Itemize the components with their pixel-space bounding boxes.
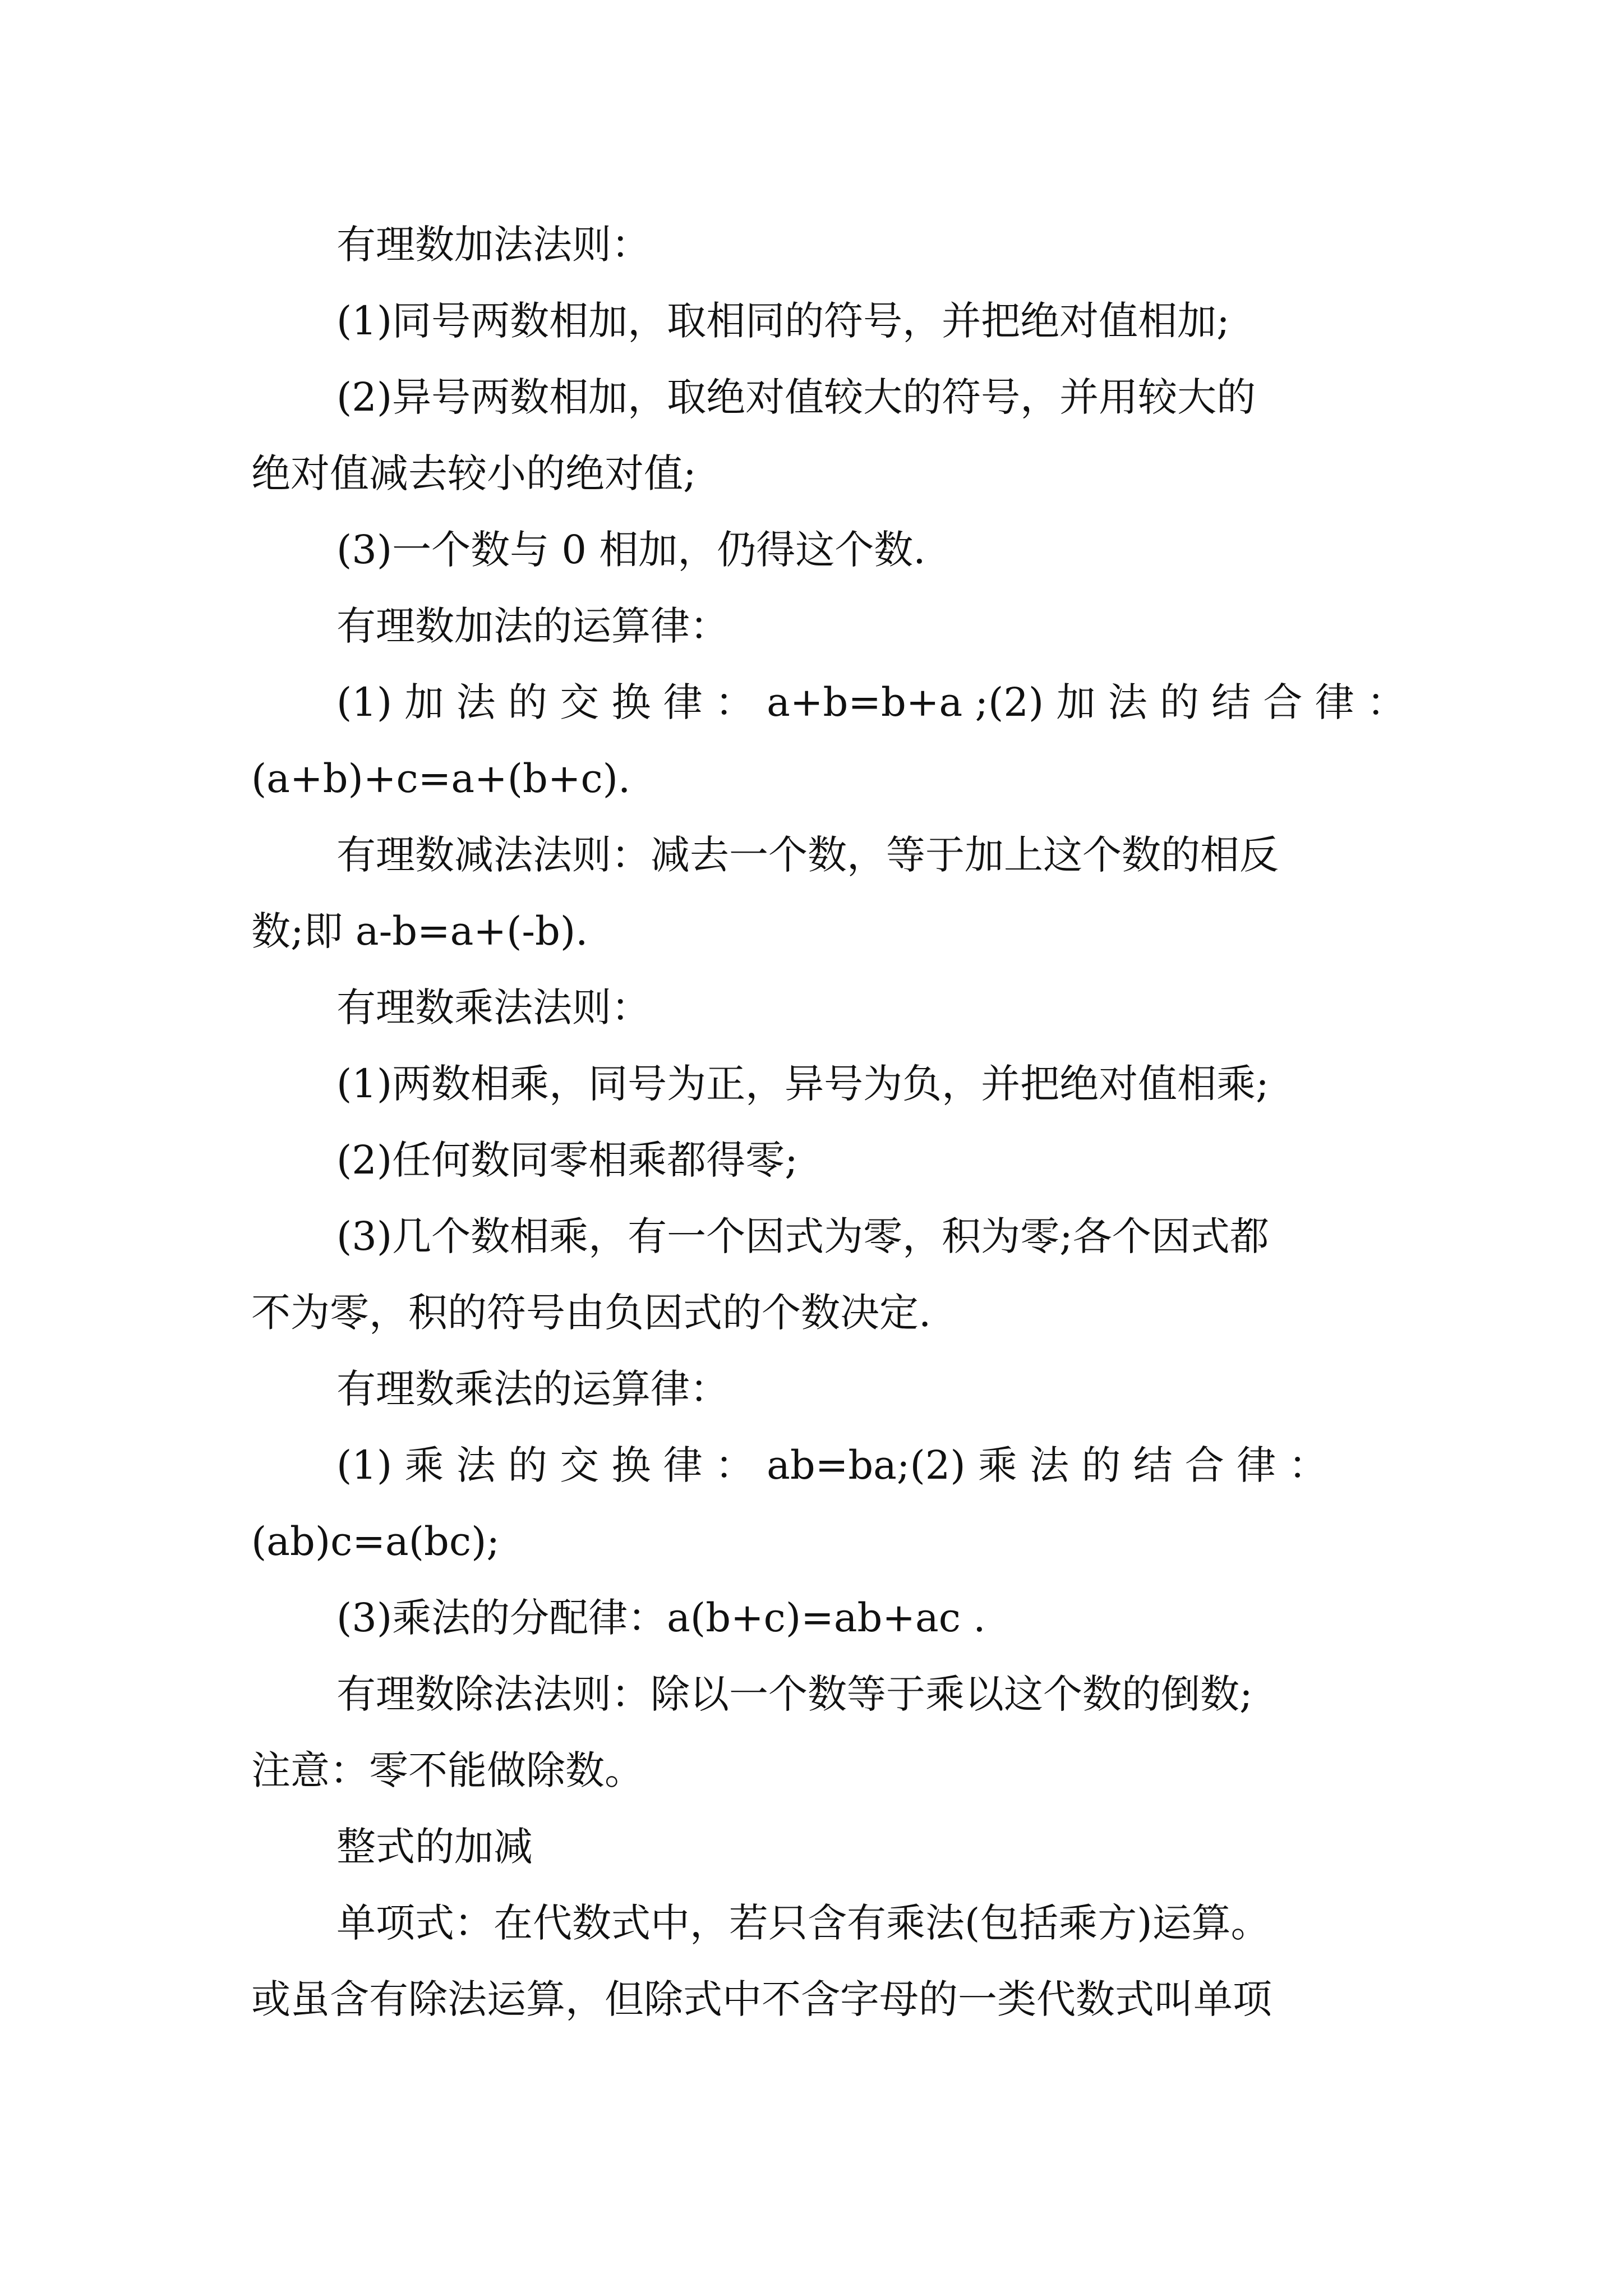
paragraph-line: 不为零，积的符号由负因式的个数决定. bbox=[251, 1290, 932, 1336]
paragraph-line: (1)同号两数相加，取相同的符号，并把绝对值相加; bbox=[336, 298, 1230, 344]
paragraph-line: (a+b)+c=a+(b+c). bbox=[251, 756, 631, 802]
paragraph-line: 数;即 a-b=a+(-b). bbox=[251, 908, 588, 954]
paragraph-line: (3)一个数与 0 相加，仍得这个数. bbox=[336, 527, 926, 573]
document-body bbox=[251, 206, 1406, 2037]
paragraph-line: 单项式：在代数式中，若只含有乘法(包括乘方)运算。 bbox=[336, 1900, 1270, 1946]
paragraph-line: (2)任何数同零相乘都得零; bbox=[336, 1137, 798, 1183]
section-heading: 整式的加减 bbox=[336, 1824, 533, 1870]
paragraph-line: 注意：零不能做除数。 bbox=[251, 1747, 644, 1793]
paragraph-line: (1)两数相乘，同号为正，异号为负，并把绝对值相乘; bbox=[336, 1061, 1269, 1107]
paragraph-line: (ab)c=a(bc); bbox=[251, 1519, 500, 1565]
paragraph-line: 有理数加法法则： bbox=[336, 222, 651, 268]
paragraph-line: 有理数加法的运算律： bbox=[336, 603, 729, 649]
paragraph-line: (1) 乘 法 的 交 换 律 ： ab=ba;(2) 乘 法 的 结 合 律 ： bbox=[336, 1442, 1328, 1488]
paragraph-line: 有理数乘法的运算律： bbox=[336, 1366, 729, 1412]
paragraph-line: 有理数除法法则：除以一个数等于乘以这个数的倒数; bbox=[336, 1671, 1253, 1717]
paragraph-line: (3)几个数相乘，有一个因式为零，积为零;各个因式都 bbox=[336, 1213, 1269, 1259]
paragraph-line: (1) 加 法 的 交 换 律 ： a+b=b+a ;(2) 加 法 的 结 合 律 ： bbox=[336, 679, 1406, 725]
paragraph-line: 有理数乘法法则： bbox=[336, 984, 651, 1030]
paragraph-line: 或虽含有除法运算，但除式中不含字母的一类代数式叫单项 bbox=[251, 1976, 1272, 2022]
paragraph-line: 绝对值减去较小的绝对值; bbox=[251, 450, 697, 496]
paragraph-line: 有理数减法法则：减去一个数，等于加上这个数的相反 bbox=[336, 832, 1279, 878]
paragraph-line: (3)乘法的分配律：a(b+c)=ab+ac . bbox=[336, 1595, 986, 1641]
paragraph-line: (2)异号两数相加，取绝对值较大的符号，并用较大的 bbox=[336, 374, 1256, 420]
